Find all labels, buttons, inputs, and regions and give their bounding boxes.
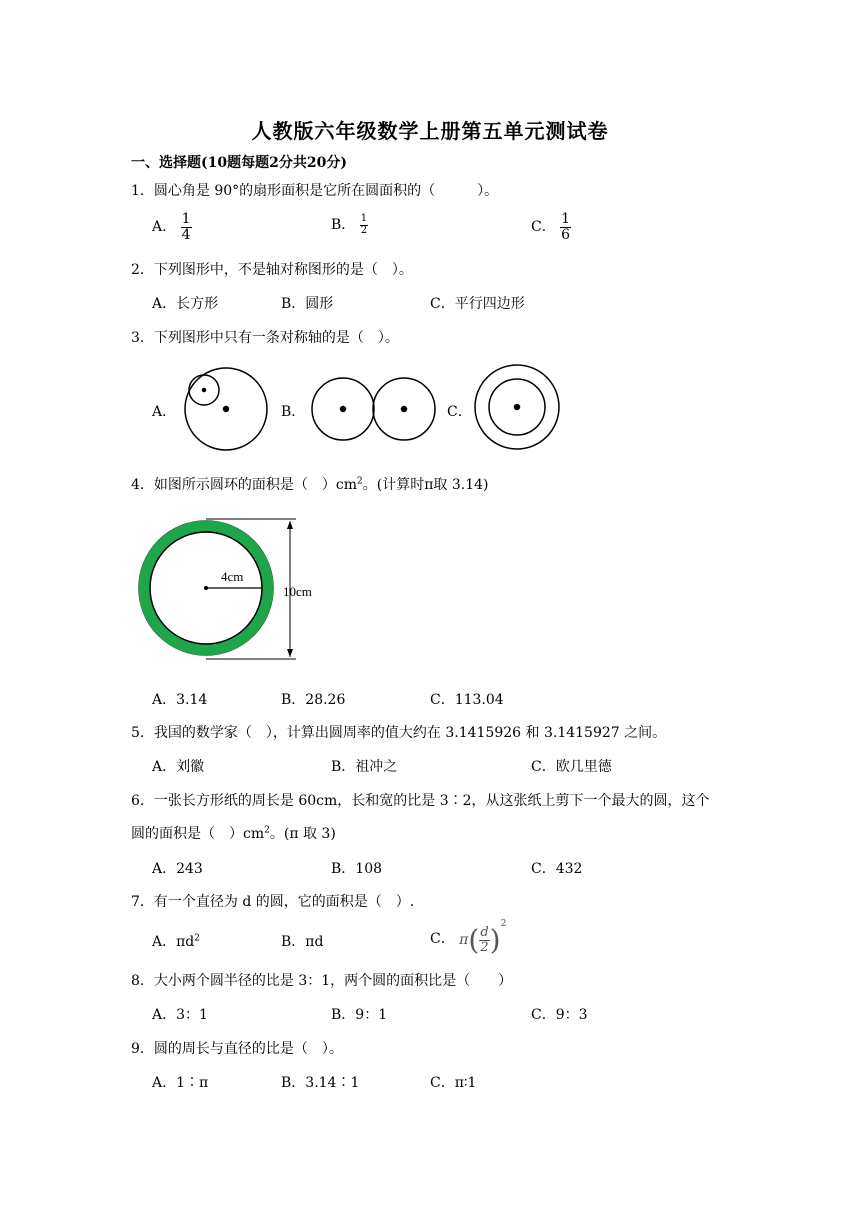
denominator: 2 — [480, 939, 489, 955]
denominator: 4 — [181, 226, 191, 243]
arrow-up — [287, 521, 293, 529]
figure-b — [312, 378, 435, 440]
radius-label: 4cm — [221, 569, 244, 584]
q3-option-a[interactable]: A． — [152, 404, 177, 420]
fraction — [360, 214, 368, 236]
fraction — [181, 212, 192, 242]
q4-option-b[interactable]: B．28.26 — [281, 692, 346, 708]
q1-option-a[interactable] — [152, 212, 192, 242]
q2-option-a[interactable]: A．长方形 — [152, 296, 219, 312]
q3-option-b[interactable]: B． — [281, 404, 306, 420]
question-3: 3．下列图形中只有一条对称轴的是（ ）。 — [131, 330, 399, 346]
figure-c — [475, 365, 559, 449]
q7-option-b[interactable]: B．πd — [281, 934, 324, 950]
q5-option-c[interactable]: C．欧几里德 — [531, 759, 612, 775]
section-heading: 一、选择题(10题每题2分共20分) — [131, 155, 347, 171]
denominator: 6 — [561, 226, 571, 243]
option-label: A． — [152, 219, 177, 236]
question-1: 1．圆心角是 90°的扇形面积是它所在圆面积的（ ）。 — [131, 183, 499, 199]
q4-option-c[interactable]: C．113.04 — [430, 692, 504, 708]
q7-option-c[interactable] — [430, 919, 506, 957]
option-label: B． — [331, 217, 356, 233]
q3-figures — [170, 360, 570, 460]
q3-option-c[interactable]: C． — [447, 404, 472, 420]
q4-option-a[interactable]: A．3.14 — [152, 692, 208, 708]
question-2: 2．下列图形中，不是轴对称图形的是（ ）。 — [131, 262, 413, 278]
exponent: 2 — [194, 933, 201, 944]
q1-option-b[interactable] — [331, 214, 368, 236]
exponent: 2 — [500, 919, 507, 929]
numerator: 1 — [360, 213, 368, 224]
option-text: A．πd — [152, 934, 195, 950]
question-9: 9．圆的周长与直径的比是（ ）。 — [131, 1041, 343, 1057]
question-text: 。(计算时π取 3.14) — [362, 477, 489, 493]
fraction — [479, 926, 489, 954]
q9-option-a[interactable]: A．1∶π — [152, 1075, 209, 1091]
question-5: 5．我国的数学家（ ），计算出圆周率的值大约在 3.1415926 和 3.1415927 之间。 — [131, 725, 667, 741]
q7-option-a[interactable] — [152, 931, 200, 951]
exponent: 2 — [357, 476, 363, 487]
option-label: C． — [531, 219, 556, 236]
question-7: 7．有一个直径为 d 的圆，它的面积是（ ）. — [131, 894, 415, 910]
q8-option-a[interactable]: A．3：1 — [152, 1007, 208, 1023]
numerator: 1 — [181, 211, 191, 227]
question-8: 8．大小两个圆半径的比是 3：1，两个圆的面积比是（ ） — [131, 973, 513, 989]
q5-option-a[interactable]: A．刘徽 — [152, 759, 205, 775]
q6-option-a[interactable]: A．243 — [152, 861, 203, 877]
q2-option-b[interactable]: B．圆形 — [281, 296, 334, 312]
ring-figure — [128, 510, 348, 670]
pi-d-over-2-squared: π( $\frac{d}{2}$ )$^2$ — [459, 919, 507, 957]
numerator: 1 — [561, 211, 571, 227]
fraction — [560, 212, 571, 242]
q6-option-c[interactable]: C．432 — [531, 861, 583, 877]
question-text: 。(π 取 3) — [269, 826, 336, 842]
q6-option-b[interactable]: B．108 — [331, 861, 383, 877]
denominator: 2 — [360, 224, 368, 236]
question-text: 圆的面积是（ ）cm — [131, 826, 265, 842]
pi-symbol: π — [459, 932, 469, 948]
figure-a — [185, 368, 267, 450]
arrow-down — [287, 649, 293, 657]
q9-option-b[interactable]: B．3.14∶1 — [281, 1075, 360, 1091]
q9-option-c[interactable]: C．π∶1 — [430, 1075, 477, 1091]
numerator: d — [480, 924, 489, 940]
q5-option-b[interactable]: B．祖冲之 — [331, 759, 398, 775]
option-label: C． — [430, 930, 455, 947]
diameter-label: 10cm — [283, 584, 312, 599]
question-6-line-2 — [131, 823, 336, 843]
q2-option-c[interactable]: C．平行四边形 — [430, 296, 525, 312]
question-text: 4．如图所示圆环的面积是（ ）cm — [131, 477, 358, 493]
q1-option-c[interactable] — [531, 212, 571, 242]
exponent: 2 — [264, 825, 270, 836]
page-title: 人教版六年级数学上册第五单元测试卷 — [251, 119, 609, 143]
q8-option-c[interactable]: C．9：3 — [531, 1007, 588, 1023]
question-4 — [131, 474, 489, 494]
q8-option-b[interactable]: B．9：1 — [331, 1007, 388, 1023]
question-6-line-1: 6．一张长方形纸的周长是 60cm，长和宽的比是 3∶2，从这张纸上剪下一个最大的圆，这个 — [131, 793, 710, 809]
